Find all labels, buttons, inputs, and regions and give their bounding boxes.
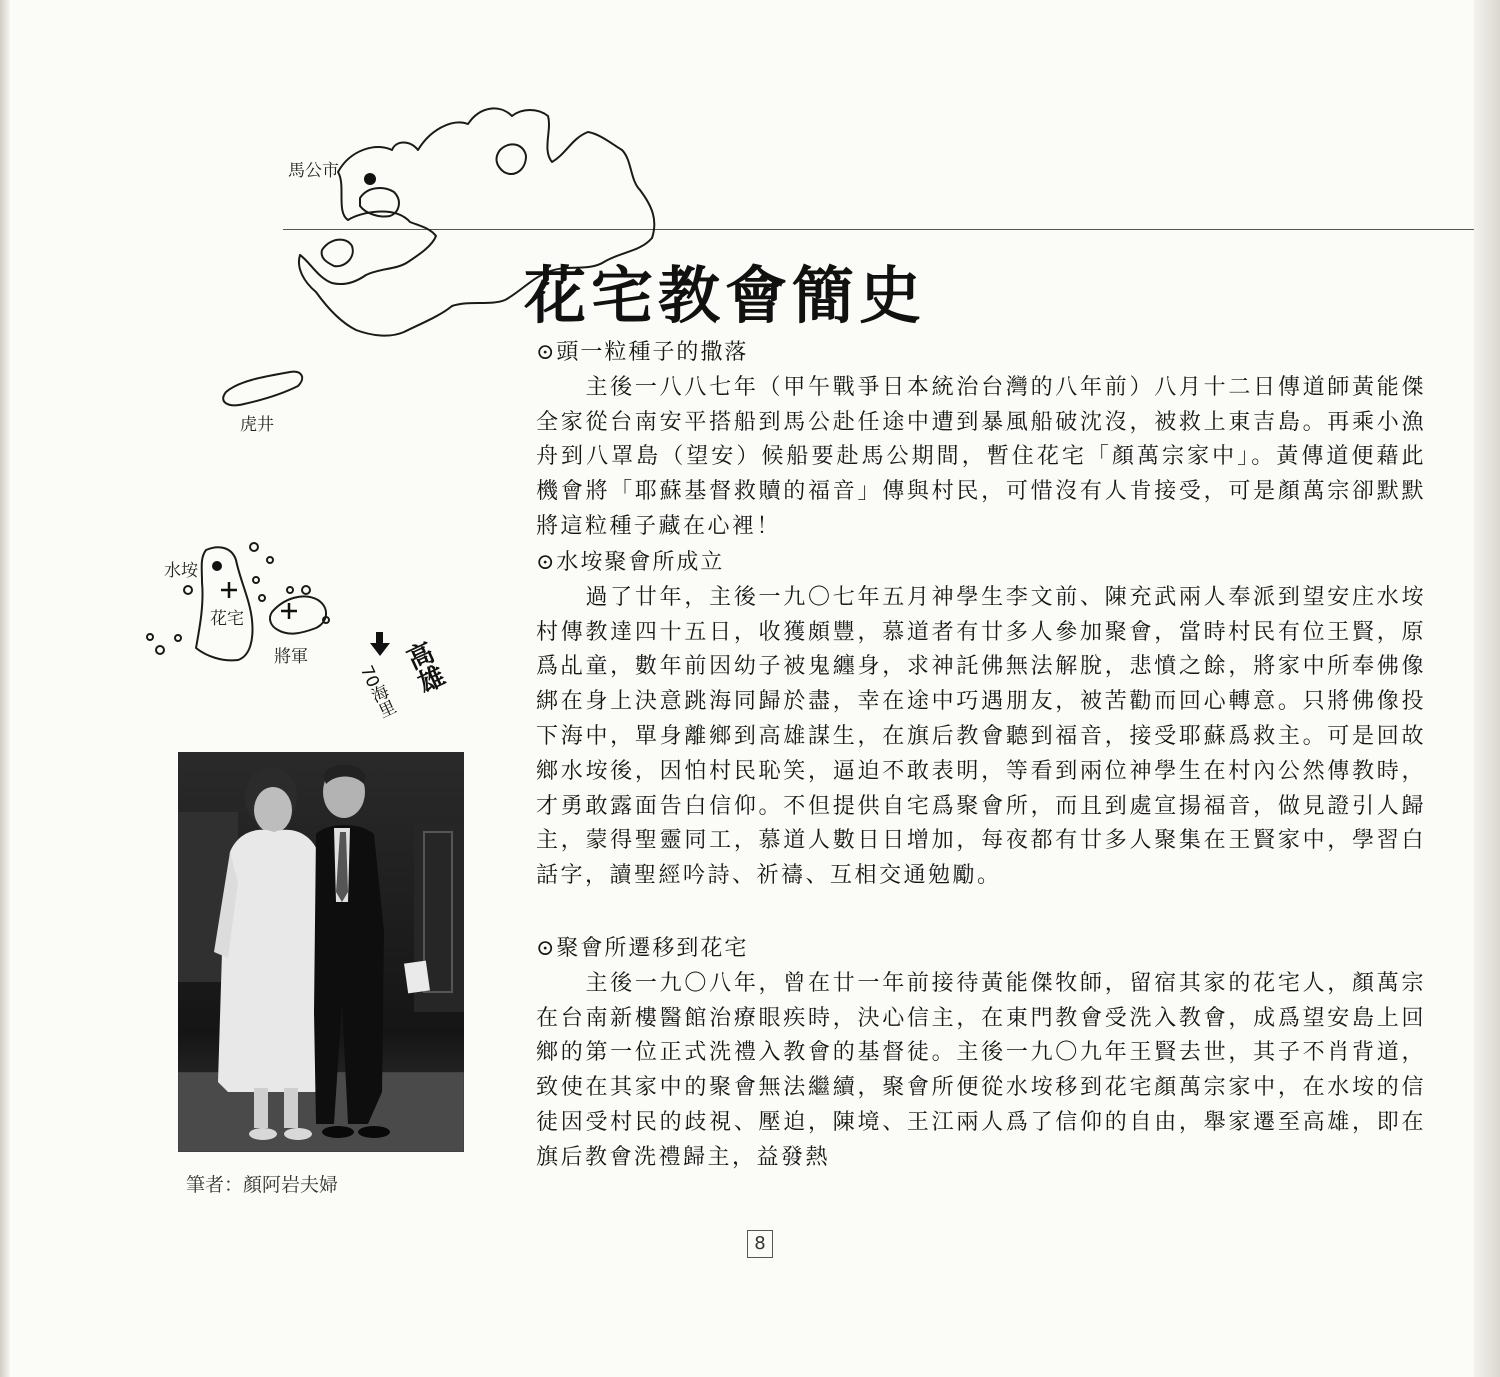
section-heading: ⊙頭一粒種子的撒落 xyxy=(536,340,749,365)
north-islet xyxy=(497,144,526,174)
west-peninsula xyxy=(322,240,353,267)
map-label-kaohsiung: 高雄 xyxy=(398,638,448,698)
arrow-down-icon xyxy=(370,632,390,656)
map-label-jiangjun: 將軍 xyxy=(274,647,308,667)
section-body: 過了廿年，主後一九〇七年五月神學生李文前、陳充武兩人奉派到望安庄水垵村傳教達四十五日，收獲頗豐，慕道者有廿多人參加聚會，當時村民有位王賢，原爲乩童，數年前因幼子被鬼纏身，求神託佛無法解脫，悲憤之餘，將家中所奉佛像綁在身上決意跳海同歸於盡，幸在途中巧遇朋友，被苦勸而回心轉意。只將佛像投下海中，單身離鄉到高雄謀生，在旗后教會聽到福音，接受耶蘇爲救主。可是回故鄉水垵後，因怕村民恥笑，逼迫不敢表明，等看到兩位神學生在村內公然傳教時，才勇敢露面告白信仰。不但提供自宅爲聚會所，而且到處宣揚福音，做見證引人歸主，蒙得聖靈同工，慕道人數日日增加，每夜都有廿多人聚集在王賢家中，學習白話字，讀聖經吟詩、祈禱、互相交通勉勵。 xyxy=(536,584,1426,889)
huqing-island xyxy=(223,372,302,406)
section-first-seed xyxy=(536,336,1426,545)
map-label-magong: 馬公市 xyxy=(288,161,339,181)
jiangjun-island xyxy=(270,596,326,633)
map-label-huqing: 虎井 xyxy=(240,415,274,435)
section-heading: ⊙聚會所遷移到花宅 xyxy=(536,936,749,961)
shuian-dot xyxy=(212,561,222,571)
church-cross-icon xyxy=(281,603,297,619)
map-label-huazhai: 花宅 xyxy=(210,609,244,629)
section-heading: ⊙水垵聚會所成立 xyxy=(536,550,725,575)
magong-dot xyxy=(364,173,376,185)
map-label-shuian: 水垵 xyxy=(164,561,198,581)
section-move-to-huazhai xyxy=(536,932,1426,1176)
church-cross-icon xyxy=(221,582,237,598)
page-number: 8 xyxy=(747,1230,773,1258)
photo-caption: 筆者：顏阿岩夫婦 xyxy=(186,1174,339,1196)
map-label-distance: 70海里 xyxy=(355,662,398,722)
section-shuian-meeting-place xyxy=(536,546,1426,894)
section-body: 主後一八八七年（甲午戰爭日本統治台灣的八年前）八月十二日傳道師黃能傑全家從台南安平搭船到馬公赴任途中遭到暴風船破沈沒，被救上東吉島。再乘小漁舟到八罩島（望安）候船要赴馬公期間，暫住花宅「顏萬宗家中」。黃傳道便藉此機會將「耶蘇基督救贖的福音」傳與村民，可惜沒有人肯接受，可是顏萬宗卻默默將這粒種子藏在心裡！ xyxy=(536,374,1426,539)
section-body: 主後一九〇八年，曾在廿一年前接待黃能傑牧師，留宿其家的花宅人，顏萬宗在台南新樓醫館治療眼疾時，決心信主，在東門教會受洗入教會，成爲望安島上回鄉的第一位正式洗禮入教會的基督徒。主後一九〇九年王賢去世，其子不肖背道，致使在其家中的聚會無法繼續，聚會所便從水垵移到花宅顏萬宗家中，在水垵的信徒因受村民的歧視、壓迫，陳境、王江兩人爲了信仰的自由，舉家遷至高雄，即在旗后教會洗禮歸主，益發熱 xyxy=(536,970,1426,1170)
page-title: 花宅教會簡史 xyxy=(524,259,927,332)
author-couple-photo xyxy=(178,752,464,1152)
